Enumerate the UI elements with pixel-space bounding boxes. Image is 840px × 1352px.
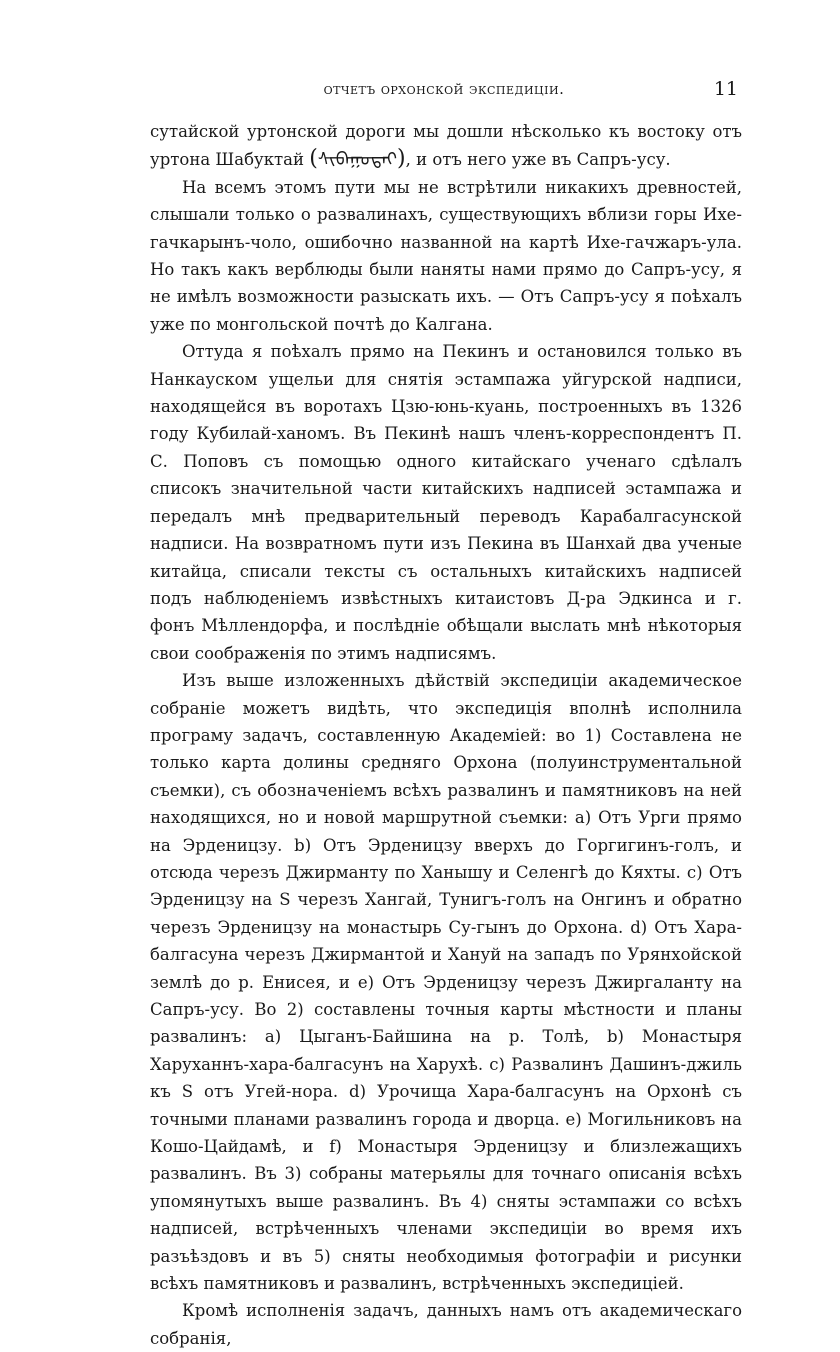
paragraph-3: Оттуда я поѣхалъ прямо на Пекинъ и остановился только въ Нанкауском ущельи для снятія эстампажа уйгурской надписи, находящейся въ воротахъ Цзю-юнь-куань, построенныхъ въ 1326 году Кубилай-ханомъ. Въ Пекинѣ нашъ членъ-корреспондентъ П. С. Поповъ съ помощью одного китайскаго ученаго сдѣлалъ списокъ значительной части китайскихъ надписей эстампажа и передалъ мнѣ предварительный переводъ Карабалгасунской надписи. На возвратномъ пути изъ Пекина въ Шанхай два ученые китайца, списали тексты съ остальныхъ китайскихъ надписей подъ наблюденіемъ извѣстныхъ китаистовъ Д-ра Эдкинса и г. фонъ Мѣллендорфа, и послѣдніе обѣщали выслать мнѣ нѣкоторыя свои соображенія по этимъ надписямъ.: [150, 342, 742, 663]
mongolian-script-word: ᠰᠢᠪᠠᠭᠤᠲᠠᠢ: [317, 149, 398, 171]
glyph-open-paren: (: [309, 146, 318, 172]
paragraph-1-text-b: , и отъ него уже въ Сапръ-усу.: [405, 150, 671, 170]
glyph-close-paren: ): [397, 146, 406, 172]
paragraph-1: [150, 118, 742, 174]
body-text: [150, 118, 742, 1352]
page-header: [148, 78, 740, 102]
paragraph-5: Кромѣ исполненія задачъ, данныхъ намъ отъ академическаго собранія,: [150, 1301, 742, 1348]
running-title: отчетъ орхонской экспедиціи.: [323, 80, 565, 98]
paragraph-4: Изъ выше изложенныхъ дѣйствій экспедиціи академическое собраніе можетъ видѣть, что экспедиція вполнѣ исполнила програму задачъ, составленную Академіей: во 1) Составлена не только карта долины средняго Орхона (полуинструментальной съемки), съ обозначеніемъ всѣхъ развалинъ и памятниковъ на ней находящихся, но и новой маршрутной съемки: а) Отъ Урги прямо на Эрденицзу. b) Отъ Эрденицзу вверхъ до Горгигинъ-голъ, и отсюда черезъ Джирманту по Ханышу и Селенгѣ до Кяхты. с) Отъ Эрденицзу на S черезъ Хангай, Тунигъ-голъ на Онгинъ и обратно черезъ Эрденицзу на монастырь Су-гынъ до Орхона. d) Отъ Хара-балгасуна черезъ Джирмантой и Хануй на западъ по Урянхойской землѣ до р. Енисея, и е) Отъ Эрденицзу черезъ Джиргаланту на Сапръ-усу. Во 2) составлены точныя карты мѣстности и планы развалинъ: а) Цыганъ-Байшина на р. Толѣ, b) Монастыря Харуханнъ-хара-балгасунъ на Харухѣ. с) Развалинъ Дашинъ-джиль къ S отъ Угей-нора. d) Урочища Хара-балгасунъ на Орхонѣ съ точными планами развалинъ города и дворца. е) Могильниковъ на Кошо-Цайдамѣ, и f) Монастыря Эрденицзу и близлежащихъ развалинъ. Въ 3) собраны матерьялы для точнаго описанія всѣхъ упомянутыхъ выше развалинъ. Въ 4) сняты эстампажи со всѣхъ надписей, встрѣченныхъ членами экспедиціи во время ихъ разъѣздовъ и въ 5) сняты необходимыя фотографіи и рисунки всѣхъ памятниковъ и развалинъ, встрѣченныхъ экспедиціей.: [150, 671, 742, 1294]
paragraph-1-text-a: сутайской уртонской дороги мы дошли нѣсколько къ востоку отъ уртона Шабуктай: [150, 122, 742, 170]
page-number: 11: [713, 78, 738, 100]
paragraph-2: На всемъ этомъ пути мы не встрѣтили никакихъ древностей, слышали только о развалинахъ, существующихъ вблизи горы Ихе-гачкарынъ-чоло, ошибочно названной на картѣ Ихе-гачжаръ-ула. Но такъ какъ верблюды были наняты нами прямо до Сапръ-усу, я не имѣлъ возможности разыскать ихъ. — Отъ Сапръ-усу я поѣхалъ уже по монгольской почтѣ до Калгана.: [150, 177, 742, 334]
